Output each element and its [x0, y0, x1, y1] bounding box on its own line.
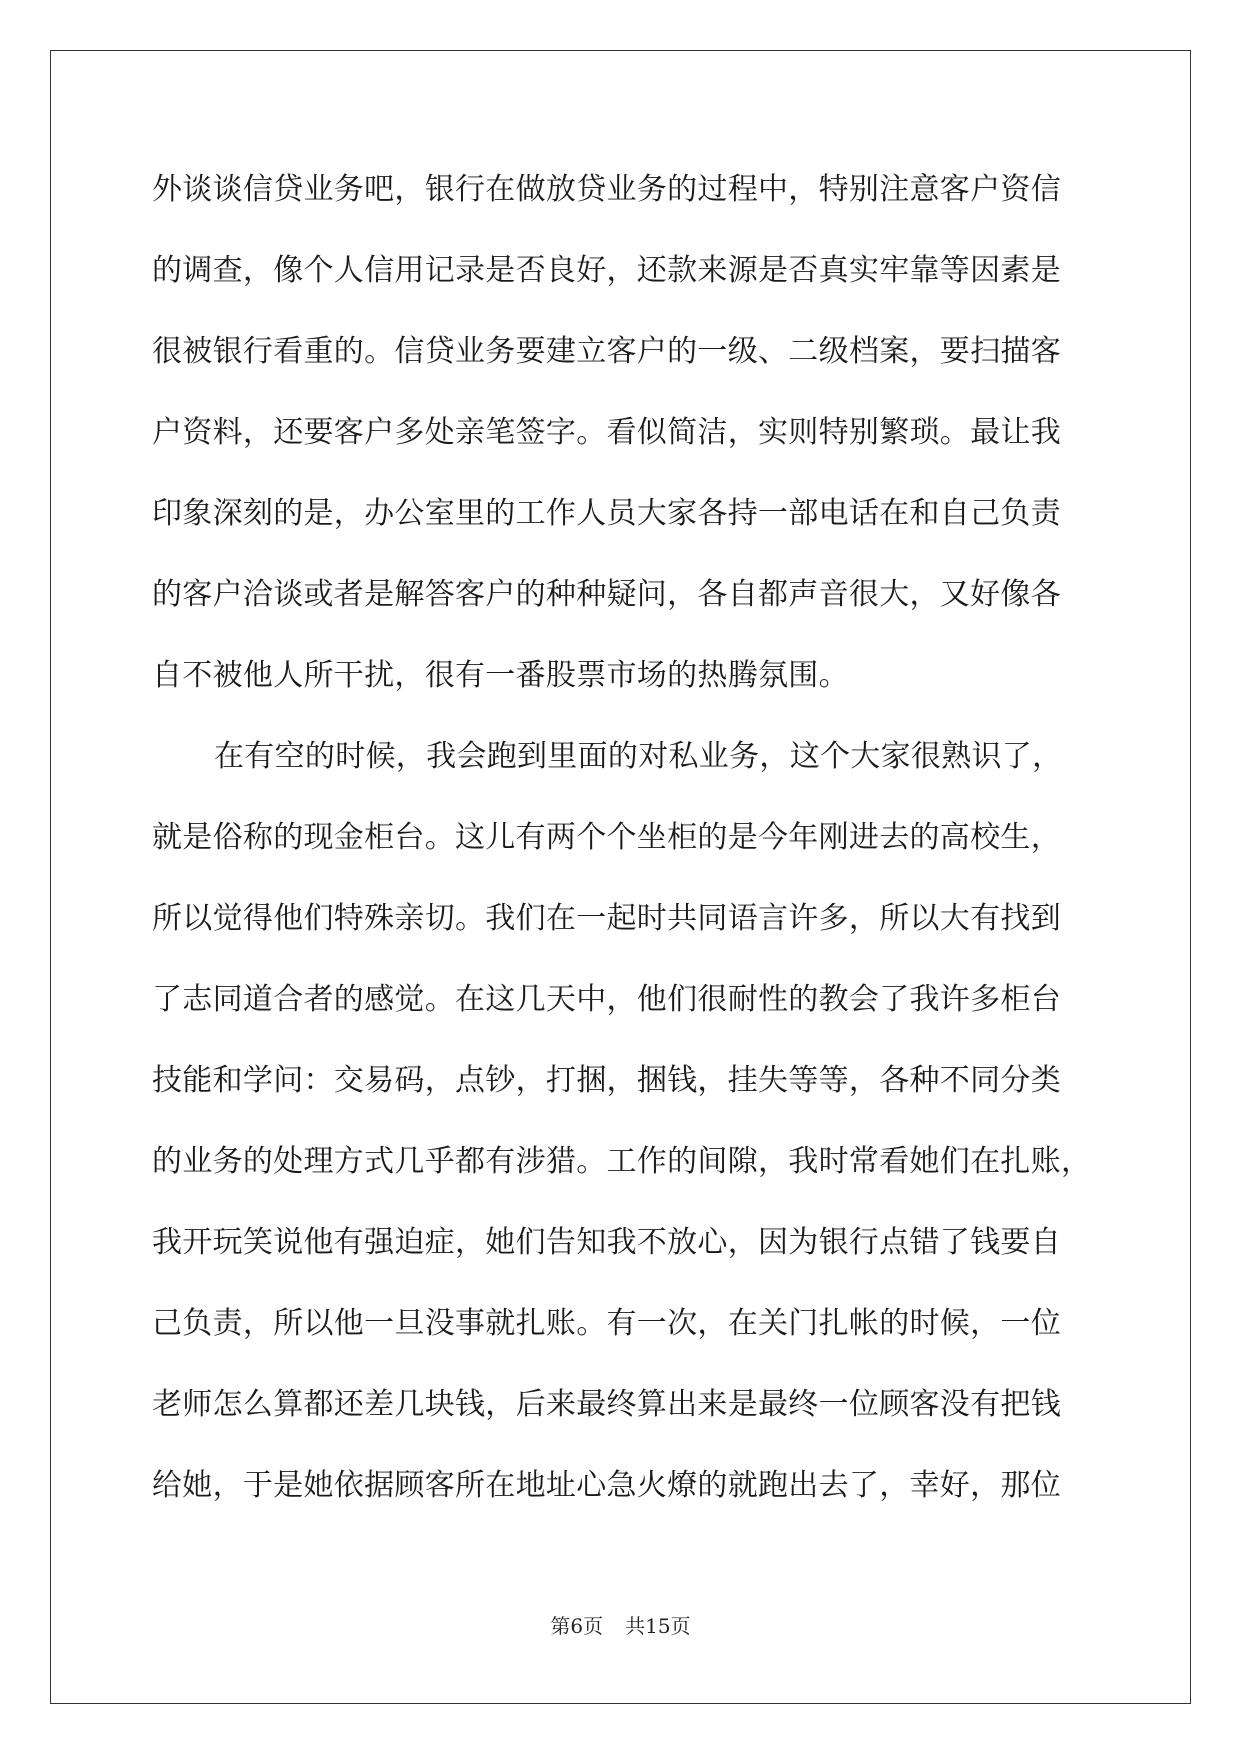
text-line: 很被银行看重的。信贷业务要建立客户的一级、二级档案，要扫描客: [152, 334, 1061, 369]
text-line: 印象深刻的是，办公室里的工作人员大家各持一部电话在和自己负责: [152, 496, 1061, 531]
text-line: 己负责，所以他一旦没事就扎账。有一次，在关门扎帐的时候，一位: [152, 1306, 1061, 1341]
text-line: 自不被他人所干扰，很有一番股票市场的热腾氛围。: [152, 658, 849, 693]
page-total: 共15页: [625, 1614, 691, 1638]
text-line: 户资料，还要客户多处亲笔签字。看似简洁，实则特别繁琐。最让我: [152, 415, 1061, 450]
page-number: 第6页: [550, 1614, 604, 1638]
text-line: 外谈谈信贷业务吧，银行在做放贷业务的过程中，特别注意客户资信: [152, 172, 1061, 207]
text-line: 了志同道合者的感觉。在这几天中，他们很耐性的教会了我许多柜台: [152, 982, 1061, 1017]
text-line: 的客户洽谈或者是解答客户的种种疑问，各自都声音很大，又好像各: [152, 577, 1061, 612]
text-line: 的业务的处理方式几乎都有涉猎。工作的间隙，我时常看她们在扎账，: [152, 1144, 1092, 1179]
body-text: [152, 160, 1112, 1537]
text-line: 我开玩笑说他有强迫症，她们告知我不放心，因为银行点错了钱要自: [152, 1225, 1061, 1260]
text-line: 所以觉得他们特殊亲切。我们在一起时共同语言许多，所以大有找到: [152, 901, 1061, 936]
text-line: 的调查，像个人信用记录是否良好，还款来源是否真实牢靠等因素是: [152, 253, 1061, 288]
text-line: 给她，于是她依据顾客所在地址心急火燎的就跑出去了，幸好，那位: [152, 1468, 1061, 1503]
page-footer: [0, 1610, 1241, 1639]
text-line: 老师怎么算都还差几块钱，后来最终算出来是最终一位顾客没有把钱: [152, 1387, 1061, 1422]
text-line: 技能和学问：交易码，点钞，打捆，捆钱，挂失等等，各种不同分类: [152, 1063, 1061, 1098]
text-line: 就是俗称的现金柜台。这儿有两个个坐柜的是今年刚进去的高校生，: [152, 820, 1061, 855]
paragraph-start-line: 在有空的时候，我会跑到里面的对私业务，这个大家很熟识了，: [214, 739, 1063, 774]
